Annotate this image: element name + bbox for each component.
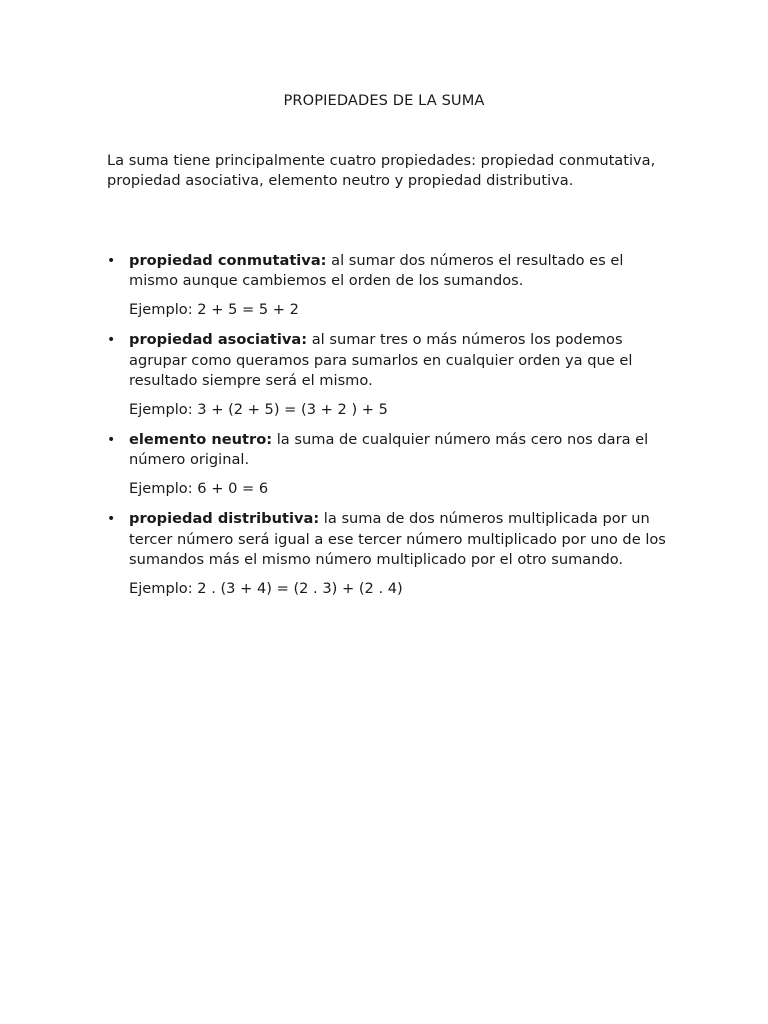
property-example: Ejemplo: 2 . (3 + 4) = (2 . 3) + (2 . 4)	[129, 580, 403, 598]
list-item-neutro	[107, 430, 667, 499]
property-term: propiedad distributiva:	[129, 510, 320, 528]
bullet-icon: •	[107, 511, 116, 528]
intro-paragraph: La suma tiene principalmente cuatro propiedades: propiedad conmutativa, propiedad asociativa, elemento neutro y propiedad distributiva.	[107, 152, 656, 189]
bullet-icon: •	[107, 332, 116, 349]
property-text: la suma de dos números multiplicada por un tercer número será igual a ese tercer número multiplicado por uno de los sumandos más el mismo número multiplicado por el otro sumando.	[129, 510, 666, 568]
document-title: PROPIEDADES DE LA SUMA	[283, 92, 485, 109]
property-term: propiedad asociativa:	[129, 331, 308, 349]
property-text: al sumar tres o más números los podemos agrupar como queramos para sumarlos en cualquier orden ya que el resultado siempre será el mismo.	[129, 331, 633, 389]
property-description	[129, 251, 667, 291]
bullet-icon: •	[107, 432, 116, 449]
property-example: Ejemplo: 2 + 5 = 5 + 2	[129, 301, 299, 319]
property-text: la suma de cualquier número más cero nos dara el número original.	[129, 431, 649, 469]
list-item-distributiva	[107, 509, 667, 599]
list-item-conmutativa	[107, 251, 667, 320]
property-text: al sumar dos números el resultado es el mismo aunque cambiemos el orden de los sumandos.	[129, 252, 624, 290]
property-description	[129, 509, 667, 570]
properties-list	[107, 251, 667, 599]
property-term: elemento neutro:	[129, 431, 273, 449]
property-example: Ejemplo: 6 + 0 = 6	[129, 480, 269, 498]
property-description	[129, 330, 667, 391]
property-description	[129, 430, 667, 470]
bullet-icon: •	[107, 253, 116, 269]
property-example: Ejemplo: 3 + (2 + 5) = (3 + 2 ) + 5	[129, 401, 388, 419]
property-term: propiedad conmutativa:	[129, 252, 327, 269]
list-item-asociativa	[107, 330, 667, 420]
